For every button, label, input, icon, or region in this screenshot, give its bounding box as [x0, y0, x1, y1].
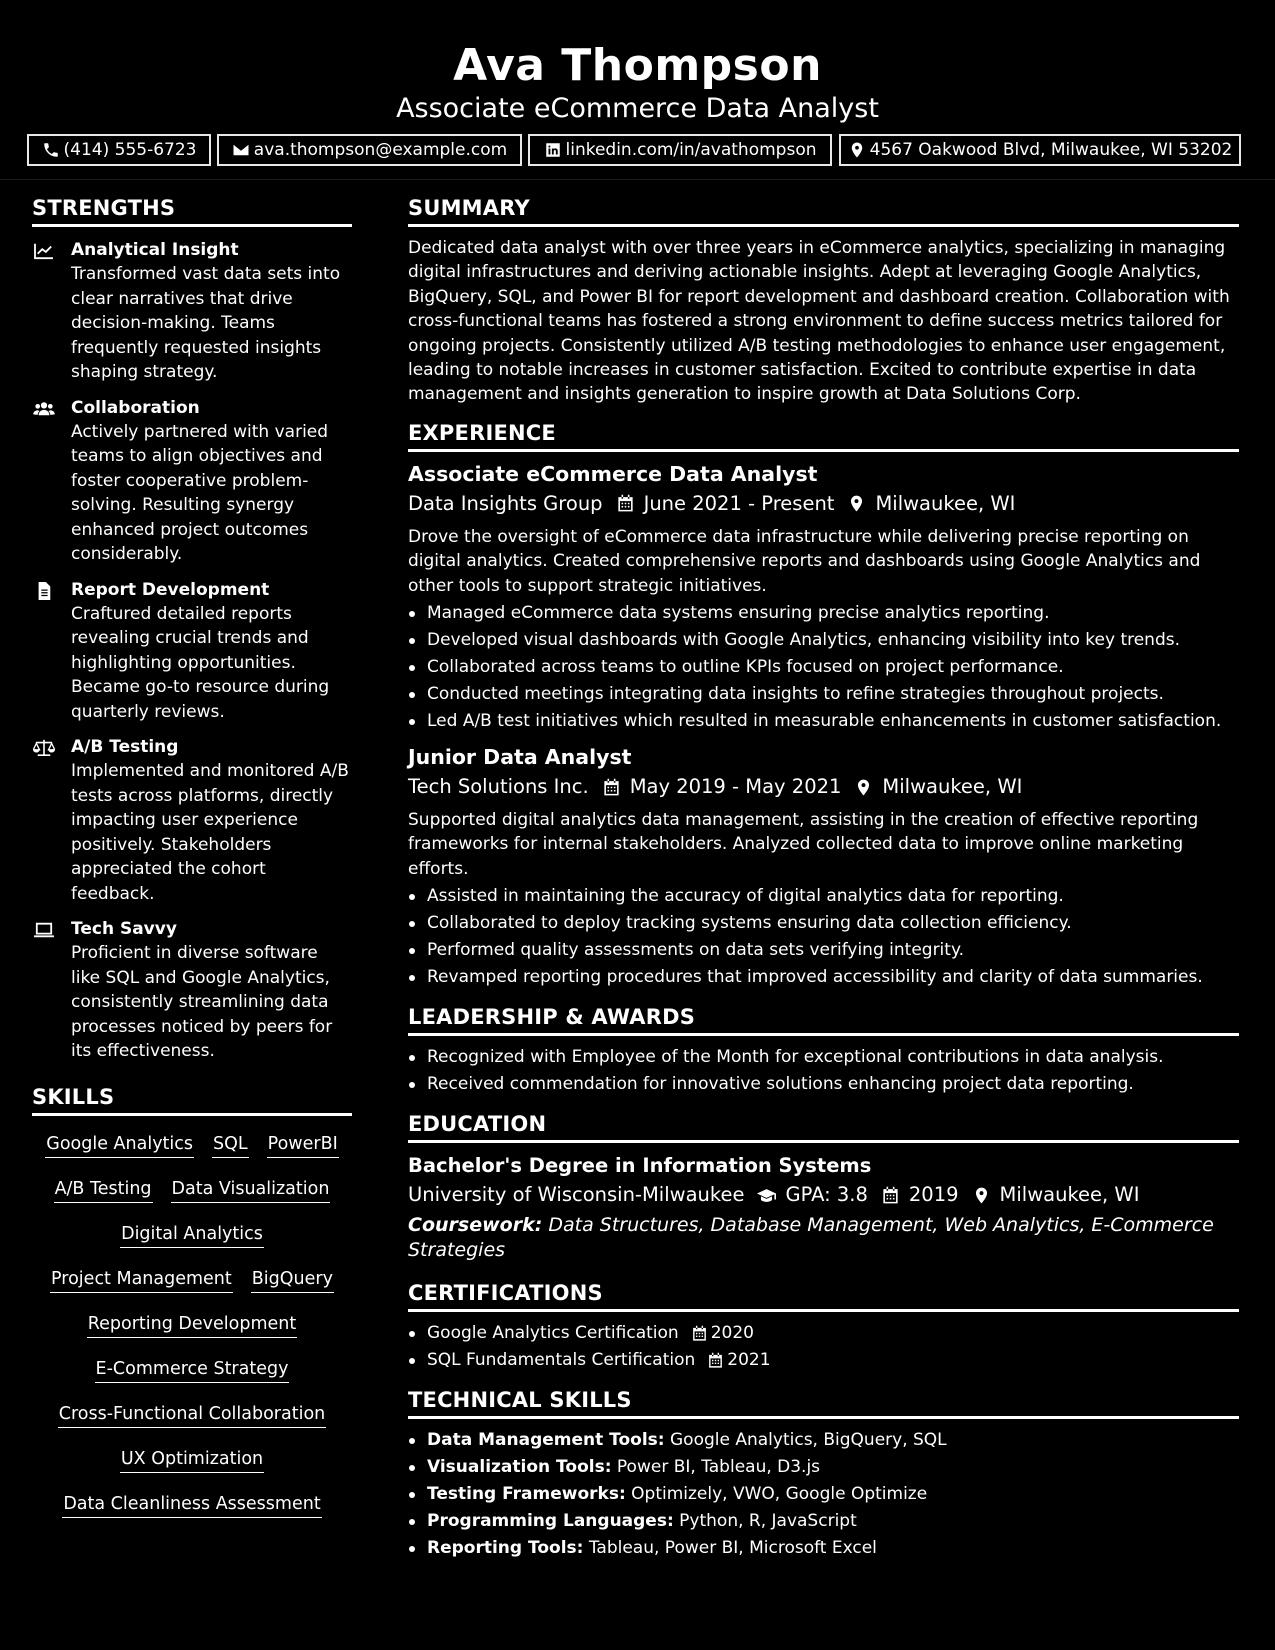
candidate-name: Ava Thompson	[453, 40, 822, 91]
summary-heading: SUMMARY	[408, 196, 1239, 227]
tech-skill-label: Reporting Tools:	[427, 1538, 584, 1559]
job-location: Milwaukee, WI	[882, 775, 1023, 799]
strength-desc: Craftured detailed reports revealing crucial trends and highlighting opportunities. Became go-to resource during quarterly reviews.	[71, 603, 330, 722]
skill-tag: UX Optimization	[120, 1449, 264, 1473]
contact-address	[839, 134, 1241, 166]
right-column	[408, 196, 1239, 1562]
strength-title: Analytical Insight	[71, 240, 239, 260]
cert-name: Google Analytics Certification	[427, 1323, 679, 1344]
contact-linkedin[interactable]	[528, 134, 832, 166]
list-item: Managed eCommerce data systems ensuring precise analytics reporting.	[408, 600, 1239, 627]
job-bullets	[408, 600, 1239, 735]
coursework-label: Coursework:	[408, 1214, 543, 1237]
skill-tag: Data Cleanliness Assessment	[62, 1494, 321, 1518]
list-item: Collaborated across teams to outline KPIs focused on project performance.	[408, 654, 1239, 681]
strength-title: Report Development	[71, 579, 270, 600]
list-item: Conducted meetings integrating data insights to refine strategies throughout projects.	[408, 681, 1239, 708]
list-item	[408, 1347, 1239, 1374]
degree-title: Bachelor's Degree in Information Systems	[408, 1154, 872, 1178]
skill-tag: Reporting Development	[87, 1314, 297, 1338]
list-item	[408, 1454, 1239, 1481]
job-dates: June 2021 - Present	[643, 491, 835, 515]
list-item: Assisted in maintaining the accuracy of digital analytics data for reporting.	[408, 883, 1239, 910]
linkedin-icon	[544, 141, 562, 159]
job-bullets	[408, 883, 1239, 991]
job-title: Junior Data Analyst	[408, 745, 632, 770]
calendar-icon	[707, 1352, 724, 1369]
list-item: Received commendation for innovative solutions enhancing project data reporting.	[408, 1071, 1239, 1098]
calendar-icon	[691, 1325, 708, 1342]
chart-line-icon	[33, 242, 55, 260]
education-meta	[408, 1182, 1239, 1208]
calendar-icon	[616, 494, 635, 513]
users-icon	[33, 400, 55, 418]
strength-title: Tech Savvy	[71, 919, 177, 939]
job-entry	[408, 460, 1239, 735]
job-meta	[408, 774, 1239, 800]
list-item: Performed quality assessments on data sets verifying integrity.	[408, 937, 1239, 964]
job-meta	[408, 491, 1239, 517]
cert-name: SQL Fundamentals Certification	[427, 1350, 696, 1371]
linkedin-text: linkedin.com/in/avathompson	[565, 140, 817, 160]
graduation-cap-icon	[757, 1186, 776, 1205]
leadership-list	[408, 1044, 1239, 1098]
skill-tag: Google Analytics	[45, 1134, 194, 1158]
skill-tag: BigQuery	[251, 1269, 334, 1293]
email-text: ava.thompson@example.com	[253, 140, 508, 160]
tech-skill-label: Programming Languages:	[427, 1511, 674, 1532]
skill-tag: A/B Testing	[54, 1179, 153, 1203]
tech-skill-label: Data Management Tools:	[427, 1430, 665, 1451]
strength-item	[32, 918, 352, 1064]
list-item: Revamped reporting procedures that improved accessibility and clarity of data summaries.	[408, 964, 1239, 991]
strength-item	[32, 736, 352, 906]
tech-skill-label: Visualization Tools:	[427, 1457, 612, 1478]
map-marker-icon	[854, 778, 873, 797]
school-name: University of Wisconsin-Milwaukee	[408, 1183, 745, 1207]
gpa-text: GPA: 3.8	[785, 1183, 868, 1207]
map-marker-icon	[972, 1186, 991, 1205]
calendar-icon	[602, 778, 621, 797]
skill-tag: Data Visualization	[171, 1179, 331, 1203]
coursework-text: Data Structures, Database Management, Web Analytics, E-Commerce Strategies	[408, 1214, 1214, 1262]
tech-skill-value: Power BI, Tableau, D3.js	[616, 1457, 821, 1478]
list-item: Collaborated to deploy tracking systems ensuring data collection efficiency.	[408, 910, 1239, 937]
skills-heading: SKILLS	[32, 1085, 352, 1116]
technical-skills-heading: TECHNICAL SKILLS	[408, 1388, 1239, 1419]
contact-phone[interactable]	[27, 134, 211, 166]
tech-skill-label: Testing Frameworks:	[427, 1484, 626, 1505]
balance-scale-icon	[33, 739, 55, 757]
skills-list	[32, 1124, 352, 1529]
education-heading: EDUCATION	[408, 1112, 1239, 1143]
skill-tag: Cross-Functional Collaboration	[58, 1404, 327, 1428]
job-description: Supported digital analytics data management, assisting in the creation of effective reporting frameworks for internal stakeholders. Analyzed collected data to improve online marketing efforts.	[408, 810, 1199, 879]
left-column	[32, 196, 352, 1529]
candidate-title: Associate eCommerce Data Analyst	[396, 93, 879, 124]
strength-title: A/B Testing	[71, 737, 179, 757]
cert-year: 2021	[727, 1350, 771, 1371]
skill-tag: PowerBI	[267, 1134, 339, 1158]
leadership-heading: LEADERSHIP & AWARDS	[408, 1005, 1239, 1036]
experience-heading: EXPERIENCE	[408, 421, 1239, 452]
map-marker-icon	[848, 141, 866, 159]
list-item: Recognized with Employee of the Month for exceptional contributions in data analysis.	[408, 1044, 1239, 1071]
tech-skill-value: Optimizely, VWO, Google Optimize	[631, 1484, 928, 1505]
skill-tag: Digital Analytics	[120, 1224, 264, 1248]
skill-tag: E-Commerce Strategy	[95, 1359, 290, 1383]
graduation-year: 2019	[908, 1183, 959, 1207]
map-marker-icon	[847, 494, 866, 513]
list-item	[408, 1481, 1239, 1508]
phone-icon	[42, 141, 60, 159]
calendar-icon	[881, 1186, 900, 1205]
strength-item	[32, 397, 352, 567]
job-entry	[408, 743, 1239, 991]
strength-desc: Transformed vast data sets into clear narratives that drive decision-making. Teams frequently requested insights shaping strategy.	[71, 264, 341, 382]
technical-skills-list	[408, 1427, 1239, 1562]
contact-email[interactable]	[217, 134, 522, 166]
certifications-heading: CERTIFICATIONS	[408, 1281, 1239, 1312]
school-location: Milwaukee, WI	[999, 1183, 1140, 1207]
list-item	[408, 1535, 1239, 1562]
strength-item	[32, 239, 352, 385]
list-item: Led A/B test initiatives which resulted in measurable enhancements in customer satisfaction.	[408, 708, 1239, 735]
summary-text: Dedicated data analyst with over three years in eCommerce analytics, specializing in managing digital infrastructures and deriving actionable insights. Adept at leveraging Google Analytics, BigQuery, SQL, and Power BI for report development and dashboard creation. Collaboration with cross-functional teams has fostered a strong environment to define success metrics tailored for ongoing projects. Consistently utilized A/B testing methodologies to enhance user engagement, leading to notable increases in customer satisfaction. Excited to contribute expertise in data management and insights generation to inspire growth at Data Solutions Corp.	[408, 238, 1230, 405]
strength-desc: Actively partnered with varied teams to align objectives and foster cooperative problem-solving. Resulting synergy enhanced project outcomes considerably.	[71, 421, 329, 564]
skill-tag: SQL	[212, 1134, 249, 1158]
strength-desc: Implemented and monitored A/B tests across platforms, directly impacting user experience positively. Stakeholders appreciated the cohort feedback.	[71, 761, 349, 904]
laptop-icon	[33, 921, 55, 939]
job-location: Milwaukee, WI	[875, 491, 1016, 515]
envelope-icon	[232, 141, 250, 159]
strength-title: Collaboration	[71, 397, 200, 418]
address-text: 4567 Oakwood Blvd, Milwaukee, WI 53202	[869, 140, 1233, 160]
phone-text: (414) 555-6723	[63, 140, 197, 160]
strength-item	[32, 579, 352, 725]
list-item	[408, 1320, 1239, 1347]
resume-header	[0, 0, 1275, 180]
strengths-list	[32, 239, 352, 1064]
job-description: Drove the oversight of eCommerce data infrastructure while delivering precise reporting on digital analytics. Created comprehensive reports and dashboards using Google Analytics and other tools to support strategic initiatives.	[408, 526, 1201, 596]
job-company: Tech Solutions Inc.	[408, 775, 589, 799]
tech-skill-value: Python, R, JavaScript	[679, 1511, 857, 1532]
job-dates: May 2019 - May 2021	[629, 775, 842, 799]
tech-skill-value: Google Analytics, BigQuery, SQL	[670, 1430, 947, 1451]
list-item: Developed visual dashboards with Google Analytics, enhancing visibility into key trends.	[408, 627, 1239, 654]
tech-skill-value: Tableau, Power BI, Microsoft Excel	[588, 1538, 877, 1559]
file-icon	[33, 582, 55, 600]
strengths-heading: STRENGTHS	[32, 196, 352, 227]
coursework	[408, 1213, 1239, 1263]
cert-year: 2020	[710, 1323, 754, 1344]
strength-desc: Proficient in diverse software like SQL and Google Analytics, consistently streamlining data processes noticed by peers for its effectiveness.	[71, 943, 333, 1061]
skill-tag: Project Management	[50, 1269, 233, 1293]
job-title: Associate eCommerce Data Analyst	[408, 461, 818, 486]
list-item	[408, 1427, 1239, 1454]
certifications-list	[408, 1320, 1239, 1374]
job-company: Data Insights Group	[408, 491, 603, 515]
list-item	[408, 1508, 1239, 1535]
